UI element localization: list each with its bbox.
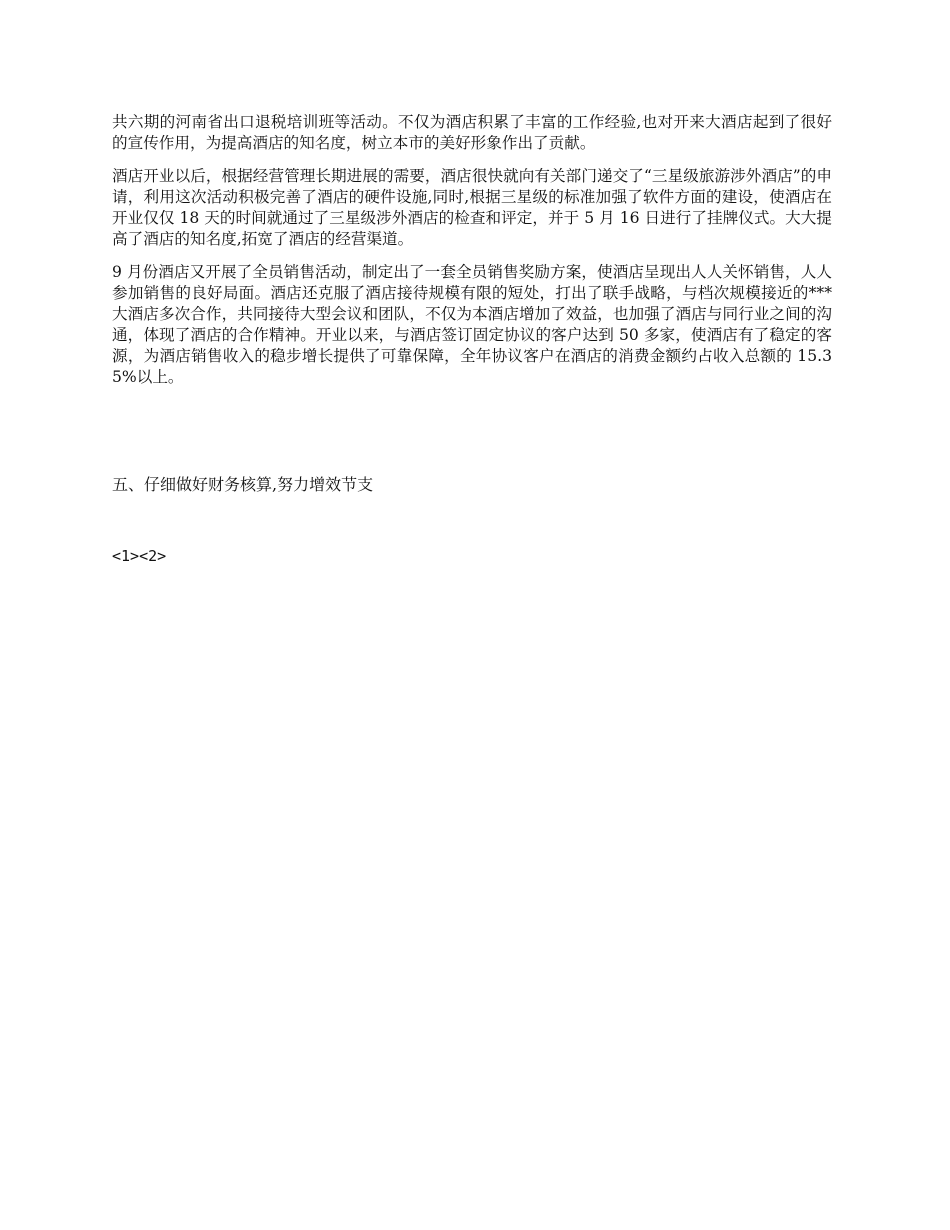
section-heading: 五、仔细做好财务核算,努力增效节支 (112, 475, 374, 494)
pagination-links[interactable]: <1><2> (112, 547, 167, 565)
paragraph-3: 9 月份酒店又开展了全员销售活动，制定出了一套全员销售奖励方案，使酒店呈现出人人关怀销售，人人参加销售的良好局面。酒店还克服了酒店接待规模有限的短处，打出了联手战略，与档次规模接近的***大酒店多次合作，共同接待大型会议和团队，不仅为本酒店增加了效益，也加强了酒店与同行业之间的沟通，体现了酒店的合作精神。开业以来，与酒店签订固定协议的客户达到 50 多家，使酒店有了稳定的客源，为酒店销售收入的稳步增长提供了可靠保障，全年协议客户在酒店的消费金额约占收入总额的 15.35%以上。 (112, 263, 832, 386)
document-page (112, 112, 832, 565)
paragraph-2: 酒店开业以后，根据经营管理长期进展的需要，酒店很快就向有关部门递交了“三星级旅游涉外酒店”的申请，利用这次活动积极完善了酒店的硬件设施,同时,根据三星级的标准加强了软件方面的建设，使酒店在开业仅仅 18 天的时间就通过了三星级涉外酒店的检查和评定，并于 5 月 16 日进行了挂牌仪式。大大提高了酒店的知名度,拓宽了酒店的经营渠道。 (112, 167, 832, 248)
paragraph-1: 共六期的河南省出口退税培训班等活动。不仅为酒店积累了丰富的工作经验,也对开来大酒店起到了很好的宣传作用，为提高酒店的知名度，树立本市的美好形象作出了贡献。 (112, 113, 832, 152)
